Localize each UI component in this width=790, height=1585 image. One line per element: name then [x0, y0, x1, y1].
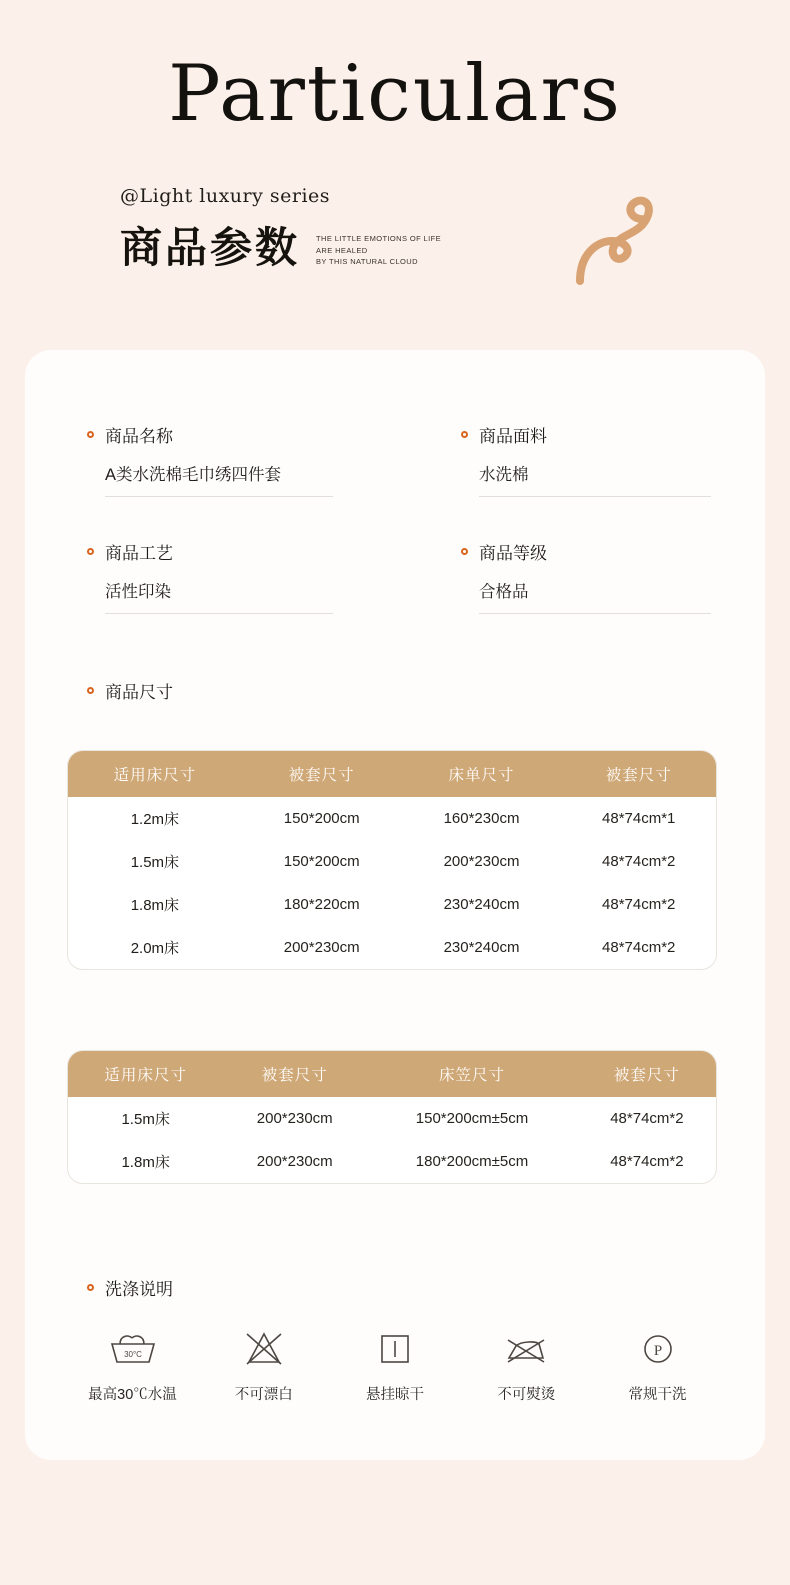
table-cell: 180*200cm±5cm [415, 1153, 529, 1170]
table-cell: 200*230cm [256, 1153, 333, 1170]
spec-card [25, 350, 765, 1460]
wash-care-item-iron [461, 1325, 592, 1404]
series-en-label: @Light luxury series [120, 185, 331, 207]
table-cell: 1.2m床 [130, 811, 180, 828]
spec-value: A类水洗棉毛巾绣四件套 [105, 461, 333, 497]
table-cell: 200*230cm [256, 1110, 333, 1127]
subheader [0, 185, 790, 275]
spec-label-text: 商品名称 [105, 427, 173, 446]
size-table-1 [67, 750, 717, 970]
wash-tub-30-icon [67, 1325, 198, 1371]
size-section-label-text: 商品尺寸 [105, 683, 173, 702]
table-header-cell: 被套尺寸 [223, 1051, 366, 1097]
tagline [316, 233, 456, 267]
ribbon-swirl-icon [550, 193, 660, 288]
table-cell: 150*200cm [283, 853, 360, 870]
table-row [68, 1140, 716, 1183]
bullet-dot-icon [87, 1284, 94, 1291]
table-cell: 230*240cm [443, 939, 520, 956]
table-header-row [68, 751, 716, 797]
wash-care-item-temperature [67, 1325, 198, 1404]
series-cn-title: 商品参数 [120, 223, 301, 272]
spec-label [87, 422, 397, 447]
dry-clean-p-icon [592, 1325, 723, 1371]
svg-text:P: P [653, 1343, 662, 1359]
wash-care-row [67, 1325, 723, 1404]
bullet-dot-icon [87, 548, 94, 555]
spec-value: 水洗棉 [479, 461, 711, 497]
table-cell: 150*200cm±5cm [415, 1110, 529, 1127]
wash-section-label-text: 洗涤说明 [105, 1280, 173, 1299]
table-cell: 1.5m床 [130, 854, 180, 871]
table-cell: 200*230cm [443, 853, 520, 870]
line-dry-square-icon [330, 1325, 461, 1371]
table-cell: 1.8m床 [130, 897, 180, 914]
spec-label-text: 商品工艺 [105, 544, 173, 563]
spec-value: 活性印染 [105, 578, 333, 614]
table-header-cell: 床单尺寸 [402, 751, 562, 797]
wash-care-text: 不可熨烫 [497, 1387, 556, 1403]
wash-section-label [87, 1275, 173, 1300]
wash-care-item-bleach [198, 1325, 329, 1404]
spec-grid [87, 422, 707, 614]
wash-care-text: 常规干洗 [628, 1387, 687, 1403]
bullet-dot-icon [461, 548, 468, 555]
table-cell: 150*200cm [283, 810, 360, 827]
bullet-dot-icon [87, 431, 94, 438]
spec-item-grade [397, 539, 707, 614]
page-title: Particulars [168, 49, 622, 139]
spec-label [461, 422, 707, 447]
table-cell: 230*240cm [443, 896, 520, 913]
table-cell: 48*74cm*2 [602, 896, 676, 913]
wash-care-item-dryclean [592, 1325, 723, 1404]
spec-item-craft [87, 539, 397, 614]
spec-item-name [87, 422, 397, 497]
table-row [68, 926, 716, 969]
bullet-dot-icon [461, 431, 468, 438]
wash-care-item-dry [330, 1325, 461, 1404]
table-cell: 2.0m床 [130, 940, 180, 957]
tagline-line-2: BY THIS NATURAL CLOUD [316, 256, 418, 266]
table-header-cell: 床笠尺寸 [366, 1051, 578, 1097]
wash-care-text: 最高30℃水温 [88, 1387, 177, 1403]
table-header-cell: 被套尺寸 [561, 751, 716, 797]
table-header-cell: 适用床尺寸 [68, 751, 242, 797]
table-row [68, 840, 716, 883]
table-cell: 1.5m床 [121, 1111, 170, 1128]
table-cell: 1.8m床 [121, 1154, 170, 1171]
table-cell: 48*74cm*2 [610, 1110, 684, 1127]
table-cell: 48*74cm*2 [602, 939, 676, 956]
table-header-cell: 被套尺寸 [242, 751, 402, 797]
size-table-2 [67, 1050, 717, 1184]
size-section-label [87, 678, 173, 703]
spec-value: 合格品 [479, 578, 711, 614]
table-cell: 48*74cm*2 [610, 1153, 684, 1170]
table-header-cell: 适用床尺寸 [68, 1051, 223, 1097]
wash-care-text: 悬挂晾干 [366, 1387, 424, 1403]
no-bleach-triangle-icon [198, 1325, 329, 1371]
spec-label [461, 539, 707, 564]
spec-label-text: 商品等级 [479, 544, 547, 563]
svg-text:30°C: 30°C [123, 1350, 142, 1359]
table-cell: 180*220cm [283, 896, 360, 913]
table-cell: 160*230cm [443, 810, 520, 827]
tagline-line-1: THE LITTLE EMOTIONS OF LIFE ARE HEALED [316, 234, 441, 255]
table-cell: 200*230cm [283, 939, 360, 956]
no-iron-icon [461, 1325, 592, 1371]
spec-label-text: 商品面料 [479, 427, 547, 446]
spec-item-fabric [397, 422, 707, 497]
table-cell: 48*74cm*2 [602, 853, 676, 870]
table-row [68, 883, 716, 926]
table-cell: 48*74cm*1 [602, 810, 676, 827]
wash-care-text: 不可漂白 [234, 1387, 293, 1403]
table-header-row [68, 1051, 716, 1097]
table-header-cell: 被套尺寸 [578, 1051, 716, 1097]
bullet-dot-icon [87, 687, 94, 694]
table-row [68, 797, 716, 840]
table-row [68, 1097, 716, 1140]
spec-label [87, 539, 397, 564]
